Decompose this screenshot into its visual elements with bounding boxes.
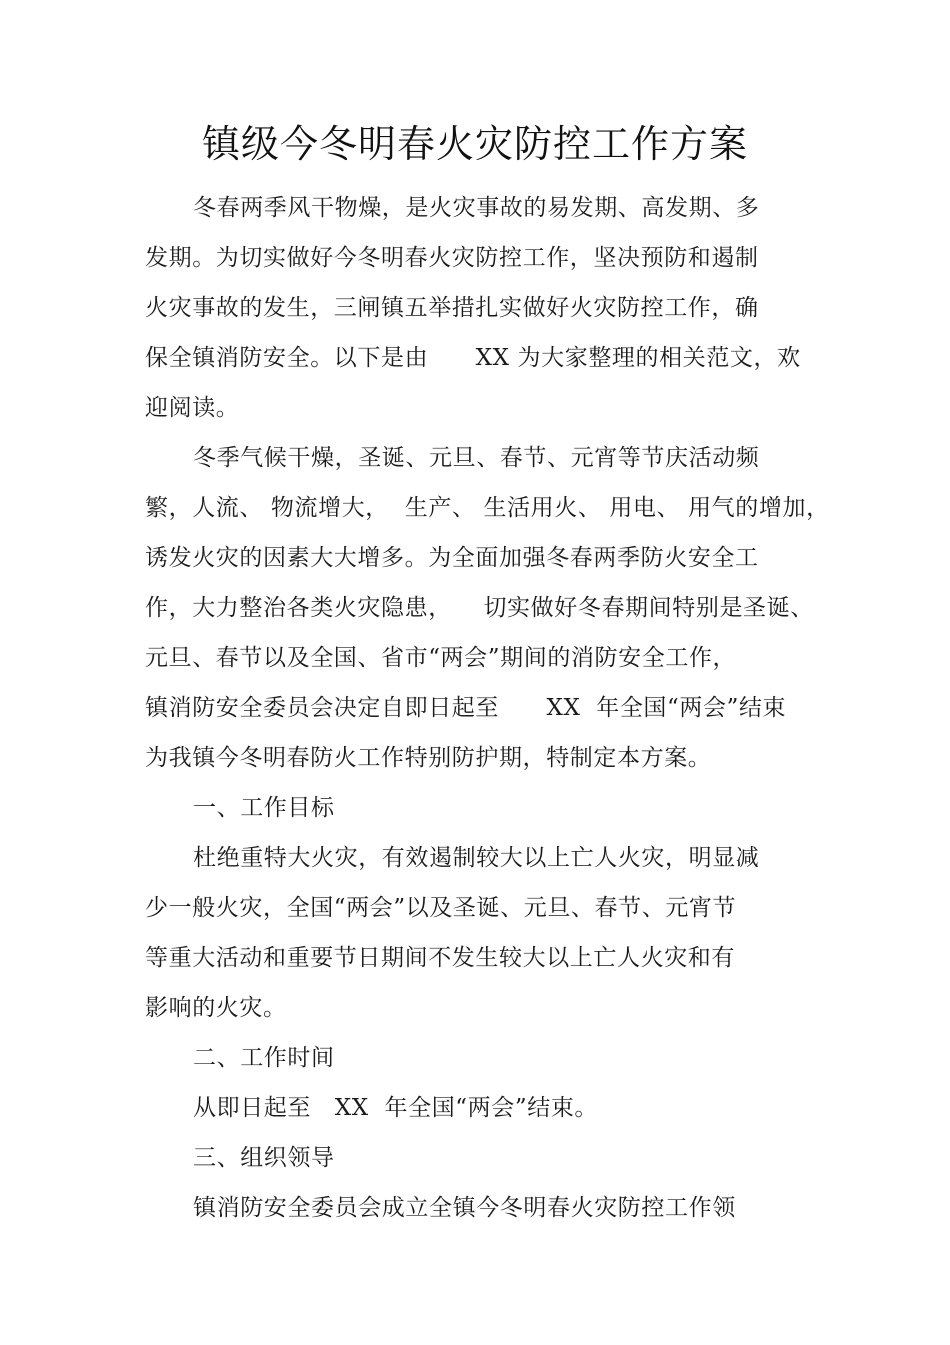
paragraph-line: 影响的火灾。 <box>145 995 287 1021</box>
paragraph-line: 冬春两季风干物燥，是火灾事故的易发期、高发期、多 <box>193 195 760 221</box>
paragraph-line: 从即日起至 XX 年全国“两会”结束。 <box>193 1095 599 1121</box>
paragraph-line: 元旦、春节以及全国、省市“两会”期间的消防安全工作， <box>145 645 737 671</box>
paragraph-line: 诱发火灾的因素大大增多。为全面加强冬春两季防火安全工 <box>145 545 759 571</box>
paragraph-line: 繁，人流、 物流增大， 生产、 生活用火、 用电、 用气的增加， <box>145 495 830 521</box>
paragraph-line: 火灾事故的发生，三闸镇五举措扎实做好火灾防控工作，确 <box>145 295 759 321</box>
paragraph-line: 杜绝重特大火灾，有效遏制较大以上亡人火灾，明显减 <box>193 845 760 871</box>
paragraph-line: 少一般火灾，全国“两会”以及圣诞、元旦、春节、元宵节 <box>145 895 737 921</box>
paragraph-line: 作，大力整治各类火灾隐患， 切实做好冬春期间特别是圣诞、 <box>145 595 814 621</box>
section-heading: 三、组织领导 <box>193 1145 335 1171</box>
section-heading: 一、工作目标 <box>193 795 335 821</box>
paragraph-line: 发期。为切实做好今冬明春火灾防控工作，坚决预防和遏制 <box>145 245 759 271</box>
paragraph-line: 镇消防安全委员会成立全镇今冬明春火灾防控工作领 <box>193 1195 736 1221</box>
section-heading: 二、工作时间 <box>193 1045 335 1071</box>
paragraph-line: 保全镇消防安全。以下是由 XX 为大家整理的相关范文，欢 <box>145 345 801 371</box>
paragraph-line: 迎阅读。 <box>145 395 240 421</box>
document-title: 镇级今冬明春火灾防控工作方案 <box>201 122 748 166</box>
paragraph-line: 镇消防安全委员会决定自即日起至 XX 年全国“两会”结束 <box>145 695 787 721</box>
paragraph-line: 冬季气候干燥，圣诞、元旦、春节、元宵等节庆活动频 <box>193 445 760 471</box>
paragraph-line: 为我镇今冬明春防火工作特别防护期，特制定本方案。 <box>145 745 712 771</box>
paragraph-line: 等重大活动和重要节日期间不发生较大以上亡人火灾和有 <box>145 945 735 971</box>
